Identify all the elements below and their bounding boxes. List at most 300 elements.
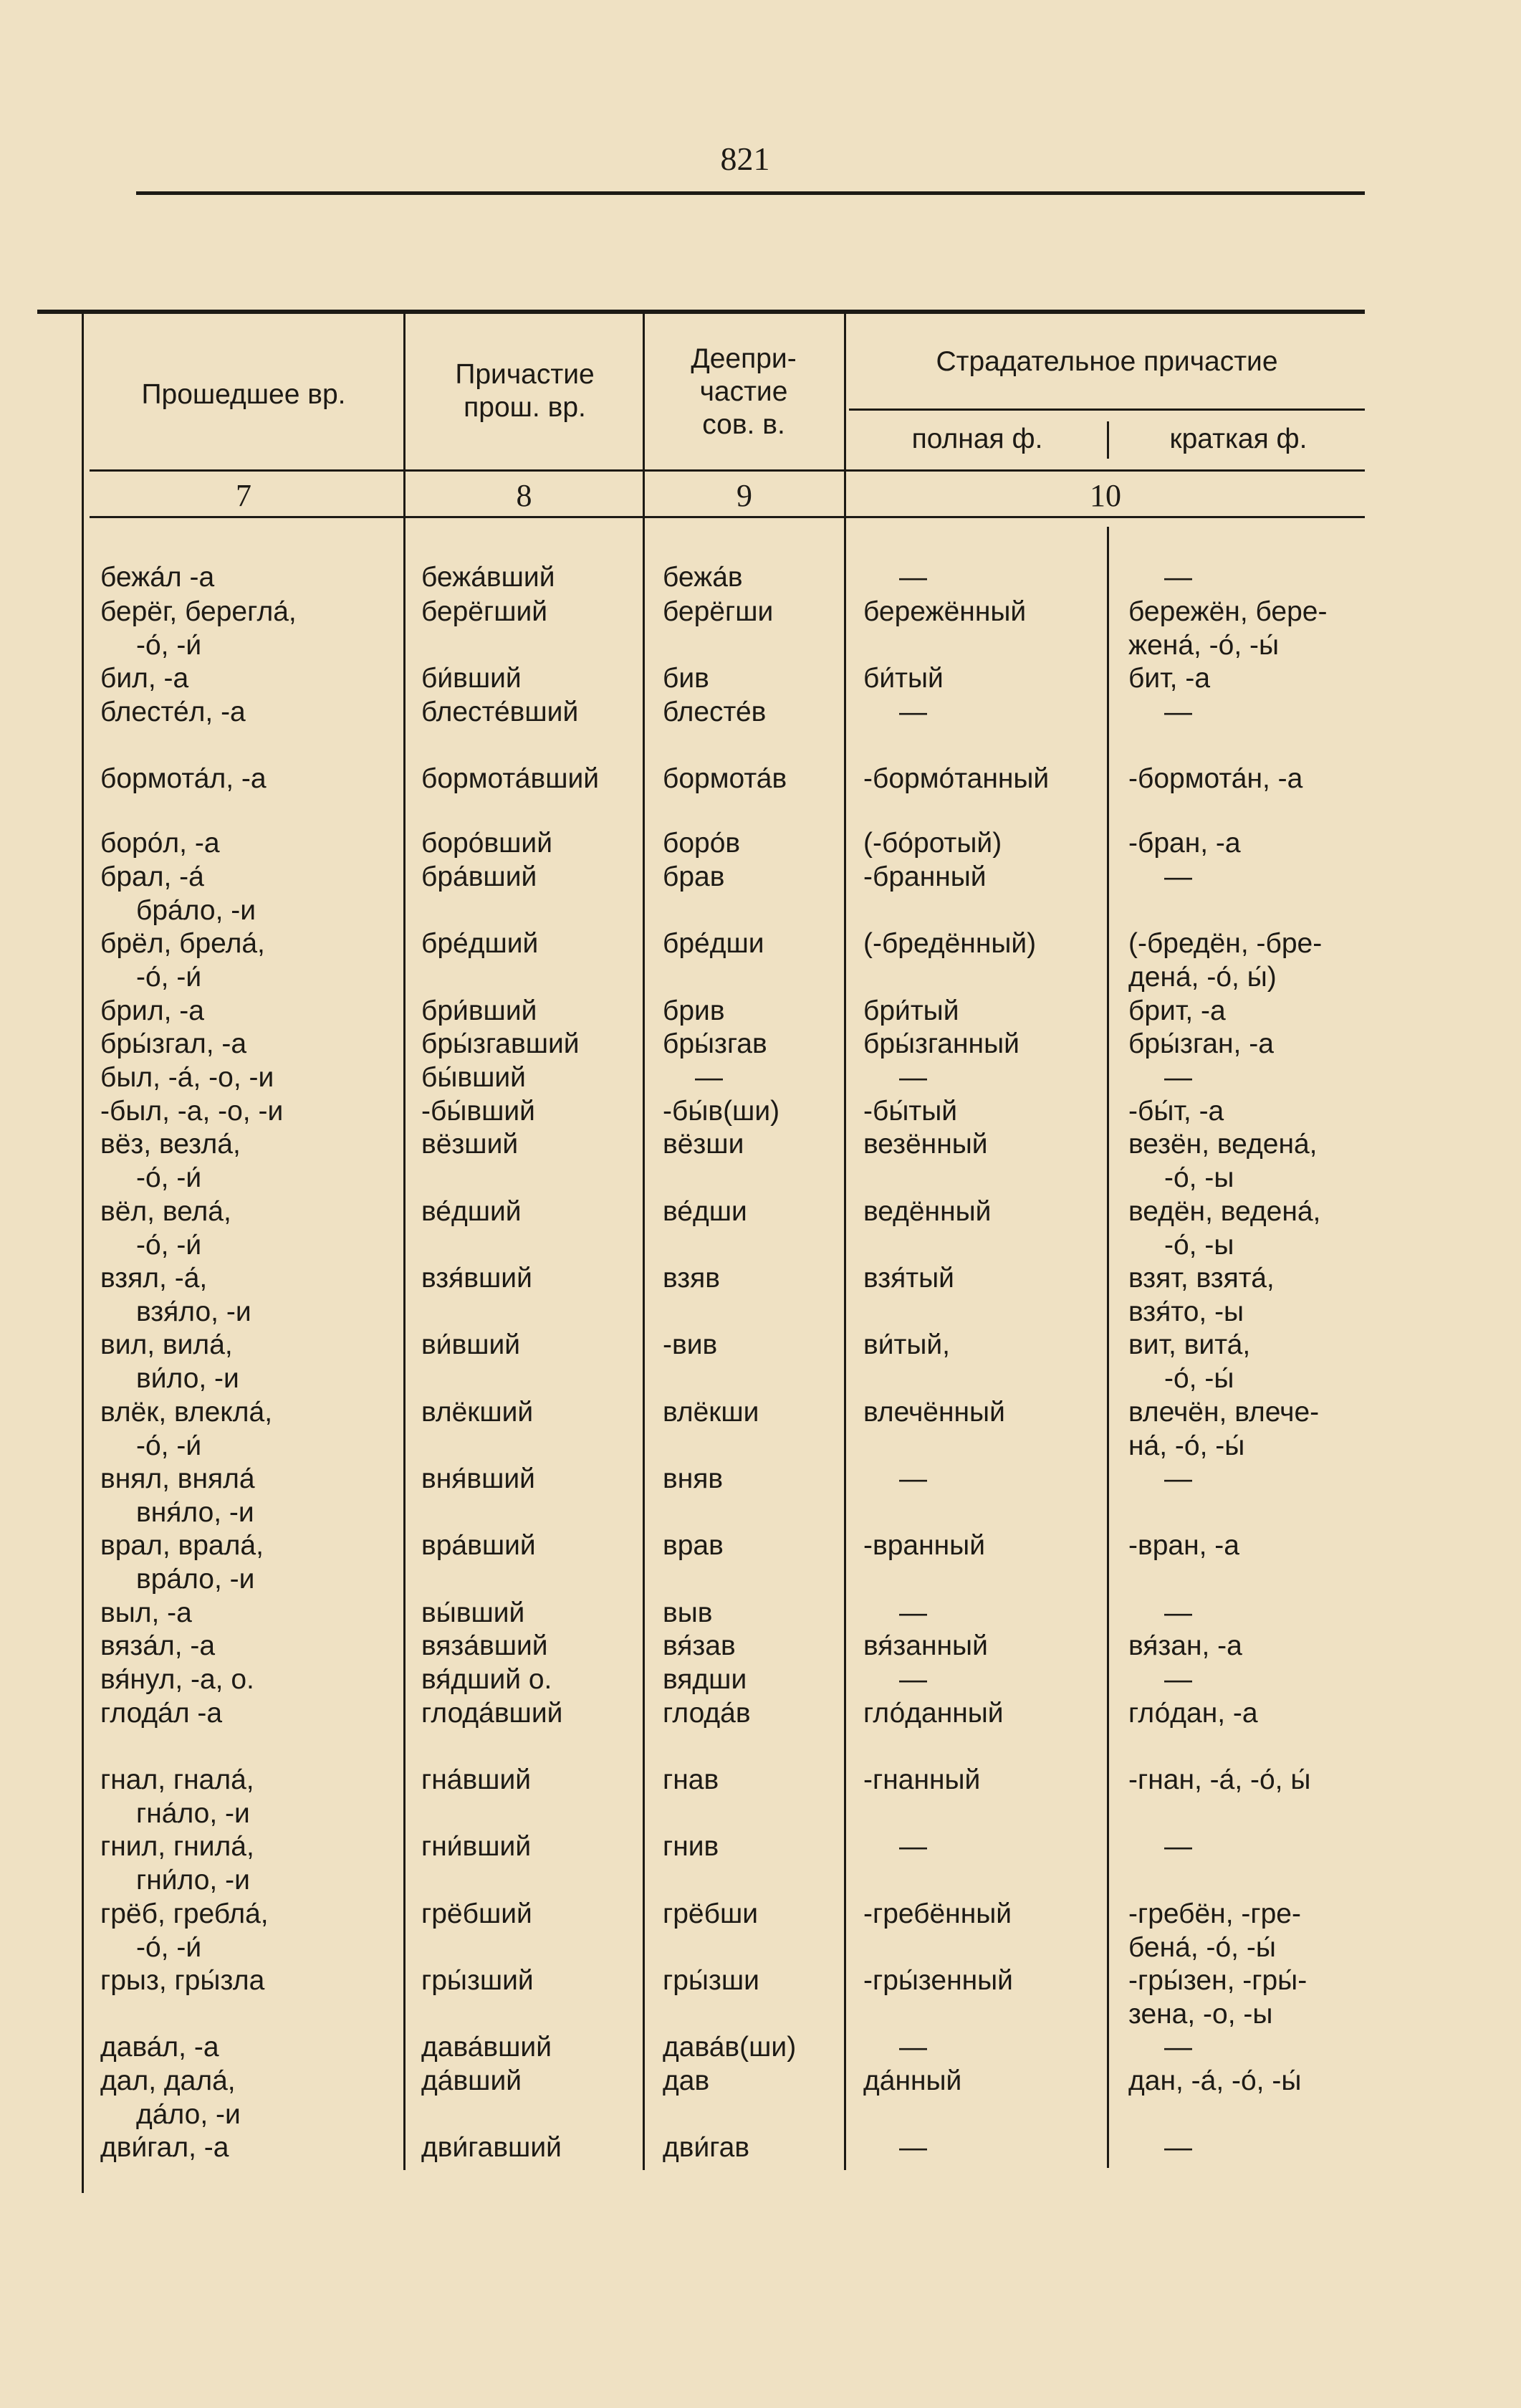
cell-line: бежа́вший: [421, 562, 555, 593]
cell-line: бил, -а: [100, 663, 189, 694]
short-form-cell: [1128, 1061, 1192, 1094]
short-form-cell: [1128, 1195, 1320, 1262]
cell-line: вра́ло, -и: [136, 1564, 255, 1595]
cell-line: брав: [663, 861, 725, 892]
cell-line: блесте́вший: [421, 697, 579, 727]
past-participle-cell: [421, 595, 547, 629]
full-form-cell: [863, 1261, 954, 1295]
short-form-cell: [1128, 695, 1192, 729]
past-tense-cell: [100, 1027, 246, 1061]
cell-line: бры́зган, -а: [1128, 1028, 1274, 1059]
cell-line: би́вший: [421, 663, 522, 694]
short-form-cell: [1128, 1328, 1250, 1395]
cell-line: вя́зан, -а: [1128, 1630, 1242, 1661]
cell-line: -о́, -и́: [136, 630, 202, 661]
full-form-cell: [863, 826, 1002, 860]
short-form-cell: [1128, 1964, 1307, 2031]
header-full-form: полная ф.: [911, 424, 1043, 454]
short-form-cell: [1128, 1663, 1192, 1696]
short-form-cell: [1128, 2131, 1192, 2164]
cell-line: вил, вила́,: [100, 1329, 233, 1360]
gerund-cell: [663, 1027, 767, 1061]
cell-line: глода́л -а: [100, 1698, 223, 1729]
cell-line: вя́дший о.: [421, 1664, 552, 1695]
cell-line: выл, -а: [100, 1597, 192, 1628]
past-tense-cell: [100, 1094, 283, 1128]
past-tense-cell: [100, 560, 214, 594]
column-divider: [643, 314, 645, 2170]
column-number: 10: [1090, 478, 1121, 513]
table-top-rule: [37, 310, 1365, 314]
cell-line: -бы́в(ши): [663, 1096, 780, 1127]
past-tense-cell: [100, 1830, 254, 1897]
past-tense-cell: [100, 1395, 272, 1463]
gerund-cell: [663, 1830, 719, 1863]
gerund-cell: [663, 695, 766, 729]
cell-line: дал, дала́,: [100, 2065, 236, 2096]
cell-line: -о́, -ы: [1164, 1230, 1234, 1261]
gerund-cell: [663, 927, 764, 960]
column-divider: [403, 314, 406, 2170]
cell-line: бры́зганный: [863, 1028, 1019, 1059]
cell-line: бежа́л -а: [100, 562, 215, 593]
cell-line: -бы́тый: [863, 1096, 958, 1127]
cell-line: —: [899, 1664, 927, 1695]
cell-line: гры́зший: [421, 1965, 534, 1996]
past-tense-cell: [100, 661, 188, 695]
gerund-cell: [663, 1529, 724, 1562]
cell-line: ви́вший: [421, 1329, 521, 1360]
past-tense-cell: [100, 695, 246, 729]
past-tense-cell: [100, 1261, 251, 1329]
cell-line: зена, -о, -ы: [1128, 1999, 1273, 2030]
past-participle-cell: [421, 826, 552, 860]
cell-line: дава́в(ши): [663, 2032, 797, 2063]
cell-line: -о́, -и́: [136, 1430, 202, 1461]
cell-line: —: [899, 697, 927, 727]
cell-line: —: [695, 1062, 723, 1093]
cell-line: бре́дши: [663, 928, 764, 959]
cell-line: -бормо́танный: [863, 763, 1050, 794]
cell-line: внял, вняла́: [100, 1463, 255, 1494]
gerund-cell: [663, 595, 773, 629]
cell-line: (-бредён, -бре-: [1128, 928, 1323, 959]
cell-line: вит, вита́,: [1128, 1329, 1251, 1360]
gerund-cell: [663, 2064, 709, 2098]
cell-line: вёзший: [421, 1129, 519, 1160]
gerund-cell: [663, 1663, 747, 1696]
cell-line: бра́ло, -и: [136, 895, 256, 926]
gerund-cell: [663, 762, 787, 796]
cell-line: -бранный: [863, 861, 987, 892]
short-form-cell: [1128, 1763, 1310, 1797]
past-participle-cell: [421, 1897, 532, 1931]
past-tense-cell: [100, 1897, 269, 1964]
past-tense-cell: [100, 1629, 215, 1663]
short-form-cell: [1128, 560, 1192, 594]
gerund-cell: [663, 1061, 723, 1094]
past-participle-cell: [421, 2131, 562, 2164]
short-form-cell: [1128, 1696, 1258, 1730]
gerund-cell: [663, 860, 724, 894]
gerund-cell: [663, 1763, 719, 1797]
cell-line: вяза́л, -а: [100, 1630, 216, 1661]
cell-line: бри́тый: [863, 995, 959, 1026]
gerund-cell: [663, 2030, 796, 2064]
cell-line: взя́ло, -и: [136, 1296, 251, 1327]
past-participle-cell: [421, 1696, 562, 1730]
past-tense-cell: [100, 2064, 241, 2131]
full-form-cell: [863, 1596, 927, 1630]
subheader-rule: [849, 408, 1365, 411]
short-form-cell: [1128, 994, 1226, 1028]
past-participle-cell: [421, 1094, 535, 1128]
past-tense-cell: [100, 1763, 254, 1830]
cell-line: влечён, влече-: [1128, 1397, 1320, 1428]
short-form-cell: [1128, 1897, 1301, 1964]
cell-line: брёл, брела́,: [100, 928, 265, 959]
cell-line: гни́вший: [421, 1831, 532, 1862]
short-form-cell: [1128, 1596, 1192, 1630]
gerund-cell: [663, 560, 743, 594]
cell-line: брит, -а: [1128, 995, 1226, 1026]
past-participle-cell: [421, 1027, 580, 1061]
cell-line: вёл, вела́,: [100, 1196, 231, 1227]
cell-line: бри́вший: [421, 995, 537, 1026]
header-past-tense: Прошедшее вр.: [141, 379, 346, 410]
gerund-cell: [663, 1696, 751, 1730]
past-participle-cell: [421, 1964, 534, 1997]
past-tense-cell: [100, 1462, 255, 1529]
gerund-cell: [663, 1629, 736, 1663]
number-rule: [90, 516, 1365, 518]
cell-line: -о́, -ы́: [1164, 1363, 1234, 1394]
past-participle-cell: [421, 661, 522, 695]
past-tense-cell: [100, 860, 256, 927]
cell-line: грёбший: [421, 1898, 532, 1929]
cell-line: взяв: [663, 1263, 720, 1294]
cell-line: -гнан, -а́, -о́, ы́: [1128, 1764, 1311, 1795]
cell-line: ви́ло, -и: [136, 1363, 239, 1394]
cell-line: вёз, везла́,: [100, 1129, 241, 1160]
gerund-cell: [663, 1462, 723, 1496]
cell-line: везённый: [863, 1129, 988, 1160]
gerund-cell: [663, 1195, 747, 1228]
short-form-cell: [1128, 2030, 1192, 2064]
cell-line: -вран, -а: [1128, 1530, 1239, 1561]
cell-line: вя́занный: [863, 1630, 988, 1661]
past-participle-cell: [421, 994, 537, 1028]
cell-line: —: [899, 1831, 927, 1862]
cell-line: грёб, гребла́,: [100, 1898, 269, 1929]
header-past-participle: Причастие прош. вр.: [455, 359, 595, 423]
cell-line: дви́гав: [663, 2132, 750, 2163]
past-participle-cell: [421, 1261, 532, 1295]
top-rule: [136, 191, 1365, 195]
full-form-cell: [863, 1094, 957, 1128]
full-form-cell: [863, 560, 927, 594]
cell-line: бережённый: [863, 596, 1027, 627]
cell-line: блесте́в: [663, 697, 767, 727]
short-form-cell: [1128, 1094, 1224, 1128]
cell-line: везён, ведена́,: [1128, 1129, 1318, 1160]
cell-line: бит, -а: [1128, 663, 1211, 694]
cell-line: бры́згав: [663, 1028, 767, 1059]
cell-line: -бормота́н, -а: [1128, 763, 1303, 794]
cell-line: дена́, -о́, ы́): [1128, 962, 1277, 993]
cell-line: врав: [663, 1530, 724, 1561]
cell-line: был, -а́, -о, -и: [100, 1062, 274, 1093]
cell-line: —: [1164, 861, 1192, 892]
cell-line: гнил, гнила́,: [100, 1831, 254, 1862]
short-form-cell: [1128, 1462, 1192, 1496]
past-participle-cell: [421, 927, 538, 960]
past-tense-cell: [100, 1663, 254, 1696]
cell-line: -о́, -и́: [136, 962, 202, 993]
cell-line: да́ло, -и: [136, 2099, 241, 2130]
header-gerund: Деепри- частие сов. в.: [691, 343, 797, 440]
cell-line: ведённый: [863, 1196, 992, 1227]
cell-line: гни́ло, -и: [136, 1865, 250, 1896]
full-form-cell: [863, 1061, 927, 1094]
past-participle-cell: [421, 1830, 531, 1863]
cell-line: боро́л, -а: [100, 828, 220, 859]
cell-line: да́вший: [421, 2065, 522, 2096]
cell-line: брив: [663, 995, 725, 1026]
cell-line: берёгший: [421, 596, 548, 627]
cell-line: дава́вший: [421, 2032, 552, 2063]
cell-line: бив: [663, 663, 709, 694]
past-participle-cell: [421, 762, 599, 796]
cell-line: на́, -о́, -ы́: [1128, 1430, 1245, 1461]
short-form-cell: [1128, 762, 1302, 796]
cell-line: би́тый: [863, 663, 944, 694]
gerund-cell: [663, 1328, 717, 1362]
past-tense-cell: [100, 1529, 264, 1596]
cell-line: вра́вший: [421, 1530, 536, 1561]
cell-line: гна́ло, -и: [136, 1798, 250, 1829]
cell-line: -гры́зенный: [863, 1965, 1013, 1996]
past-tense-cell: [100, 994, 204, 1028]
short-form-cell: [1128, 1027, 1274, 1061]
cell-line: —: [1164, 697, 1192, 727]
cell-line: —: [1164, 1463, 1192, 1494]
gerund-cell: [663, 1395, 759, 1429]
past-participle-cell: [421, 1462, 535, 1496]
past-participle-cell: [421, 1663, 552, 1696]
full-form-cell: [863, 994, 959, 1028]
cell-line: гры́зши: [663, 1965, 759, 1996]
cell-line: взя́вший: [421, 1263, 532, 1294]
cell-line: влечённый: [863, 1397, 1005, 1428]
gerund-cell: [663, 994, 725, 1028]
cell-line: -бран, -а: [1128, 828, 1241, 859]
cell-line: брал, -а́: [100, 861, 204, 892]
cell-line: -о́, -и́: [136, 1932, 202, 1963]
cell-line: вя́зав: [663, 1630, 736, 1661]
cell-line: вы́вший: [421, 1597, 525, 1628]
full-form-cell: [863, 762, 1049, 796]
cell-line: —: [899, 1597, 927, 1628]
full-form-cell: [863, 1964, 1013, 1997]
page-number: 821: [720, 140, 770, 177]
cell-line: -о́, -ы: [1164, 1162, 1234, 1193]
short-form-cell: [1128, 927, 1322, 994]
cell-line: вяза́вший: [421, 1630, 548, 1661]
past-tense-cell: [100, 762, 267, 796]
past-tense-cell: [100, 1964, 264, 1997]
cell-line: дан, -а́, -о́, -ы́: [1128, 2065, 1302, 2096]
full-form-cell: [863, 1395, 1005, 1429]
full-form-cell: [863, 661, 944, 695]
cell-line: взят, взята́,: [1128, 1263, 1275, 1294]
cell-line: глода́вший: [421, 1698, 563, 1729]
cell-line: —: [899, 1062, 927, 1093]
cell-line: -вив: [663, 1329, 718, 1360]
cell-line: берёгши: [663, 596, 774, 627]
column-divider: [1107, 421, 1109, 459]
cell-line: вня́ло, -и: [136, 1497, 254, 1528]
cell-line: бре́дший: [421, 928, 539, 959]
past-tense-cell: [100, 1696, 222, 1730]
full-form-cell: [863, 1328, 950, 1362]
cell-line: грёбши: [663, 1898, 759, 1929]
cell-line: глода́в: [663, 1698, 751, 1729]
cell-line: гло́дан, -а: [1128, 1698, 1258, 1729]
full-form-cell: [863, 1027, 1019, 1061]
past-participle-cell: [421, 1596, 524, 1630]
cell-line: ве́дший: [421, 1196, 522, 1227]
past-participle-cell: [421, 1629, 548, 1663]
short-form-cell: [1128, 2064, 1301, 2098]
cell-line: дава́л, -а: [100, 2032, 219, 2063]
column-number: 7: [236, 478, 251, 513]
cell-line: влёк, влекла́,: [100, 1397, 273, 1428]
cell-line: взя́тый: [863, 1263, 954, 1294]
cell-line: гна́вший: [421, 1764, 532, 1795]
full-form-cell: [863, 1462, 927, 1496]
past-participle-cell: [421, 1763, 531, 1797]
cell-line: жена́, -о́, -ы́: [1128, 630, 1280, 661]
column-divider: [1107, 527, 1109, 2168]
short-form-cell: [1128, 1529, 1239, 1562]
cell-line: ве́дши: [663, 1196, 747, 1227]
cell-line: дав: [663, 2065, 710, 2096]
cell-line: влёкши: [663, 1397, 759, 1428]
cell-line: —: [899, 2132, 927, 2163]
cell-line: взя́то, -ы: [1128, 1296, 1244, 1327]
cell-line: вя́нул, -а, о.: [100, 1664, 254, 1695]
full-form-cell: [863, 2064, 961, 2098]
past-participle-cell: [421, 860, 537, 894]
gerund-cell: [663, 1094, 779, 1128]
past-tense-cell: [100, 826, 220, 860]
cell-line: -гнанный: [863, 1764, 981, 1795]
gerund-cell: [663, 1897, 758, 1931]
cell-line: бра́вший: [421, 861, 537, 892]
cell-line: берёг, берегла́,: [100, 596, 297, 627]
past-participle-cell: [421, 2064, 522, 2098]
cell-line: бережён, бере-: [1128, 596, 1328, 627]
full-form-cell: [863, 1195, 991, 1228]
past-participle-cell: [421, 1127, 518, 1161]
short-form-cell: [1128, 1127, 1318, 1195]
cell-line: —: [899, 1463, 927, 1494]
cell-line: -бы́т, -а: [1128, 1096, 1224, 1127]
cell-line: бры́згавший: [421, 1028, 580, 1059]
cell-line: бормота́в: [663, 763, 787, 794]
past-participle-cell: [421, 695, 578, 729]
cell-line: —: [1164, 1062, 1192, 1093]
cell-line: ведён, ведена́,: [1128, 1196, 1321, 1227]
gerund-cell: [663, 661, 709, 695]
past-tense-cell: [100, 1061, 274, 1094]
past-tense-cell: [100, 1127, 241, 1195]
full-form-cell: [863, 1897, 1012, 1931]
cell-line: -о́, -и́: [136, 1162, 202, 1193]
cell-line: дви́гал, -а: [100, 2132, 229, 2163]
cell-line: вня́вший: [421, 1463, 535, 1494]
past-participle-cell: [421, 1061, 526, 1094]
cell-line: —: [899, 562, 927, 593]
cell-line: влёкший: [421, 1397, 534, 1428]
gerund-cell: [663, 826, 740, 860]
header-passive-participle: Страдательное причастие: [936, 346, 1278, 377]
cell-line: -вранный: [863, 1530, 985, 1561]
past-participle-cell: [421, 1195, 522, 1228]
past-tense-cell: [100, 2030, 219, 2064]
short-form-cell: [1128, 860, 1192, 894]
cell-line: —: [899, 2032, 927, 2063]
past-tense-cell: [100, 2131, 229, 2164]
past-participle-cell: [421, 1395, 533, 1429]
cell-line: бры́згал, -а: [100, 1028, 247, 1059]
header-short-form: краткая ф.: [1169, 424, 1308, 454]
full-form-cell: [863, 1696, 1004, 1730]
gerund-cell: [663, 1964, 759, 1997]
past-participle-cell: [421, 1328, 520, 1362]
cell-line: гло́данный: [863, 1698, 1004, 1729]
full-form-cell: [863, 2131, 927, 2164]
column-divider: [82, 314, 84, 2193]
cell-line: —: [1164, 2032, 1192, 2063]
cell-line: вняв: [663, 1463, 724, 1494]
full-form-cell: [863, 1529, 985, 1562]
cell-line: блесте́л, -а: [100, 697, 246, 727]
cell-line: бормота́л, -а: [100, 763, 267, 794]
cell-line: —: [1164, 1597, 1192, 1628]
cell-line: -о́, -и́: [136, 1230, 202, 1261]
cell-line: ви́тый,: [863, 1329, 951, 1360]
cell-line: боро́в: [663, 828, 741, 859]
cell-line: вёзши: [663, 1129, 744, 1160]
cell-line: гнав: [663, 1764, 719, 1795]
full-form-cell: [863, 695, 927, 729]
cell-line: грыз, гры́зла: [100, 1965, 265, 1996]
cell-line: бена́, -о́, -ы́: [1128, 1932, 1276, 1963]
cell-line: (-бредённый): [863, 928, 1037, 959]
cell-line: врал, врала́,: [100, 1530, 264, 1561]
cell-line: -гребённый: [863, 1898, 1012, 1929]
cell-line: —: [1164, 1664, 1192, 1695]
past-tense-cell: [100, 1328, 239, 1395]
cell-line: брил, -а: [100, 995, 204, 1026]
full-form-cell: [863, 927, 1036, 960]
gerund-cell: [663, 1596, 712, 1630]
gerund-cell: [663, 1261, 720, 1295]
past-participle-cell: [421, 1529, 536, 1562]
cell-line: гнал, гнала́,: [100, 1764, 254, 1795]
